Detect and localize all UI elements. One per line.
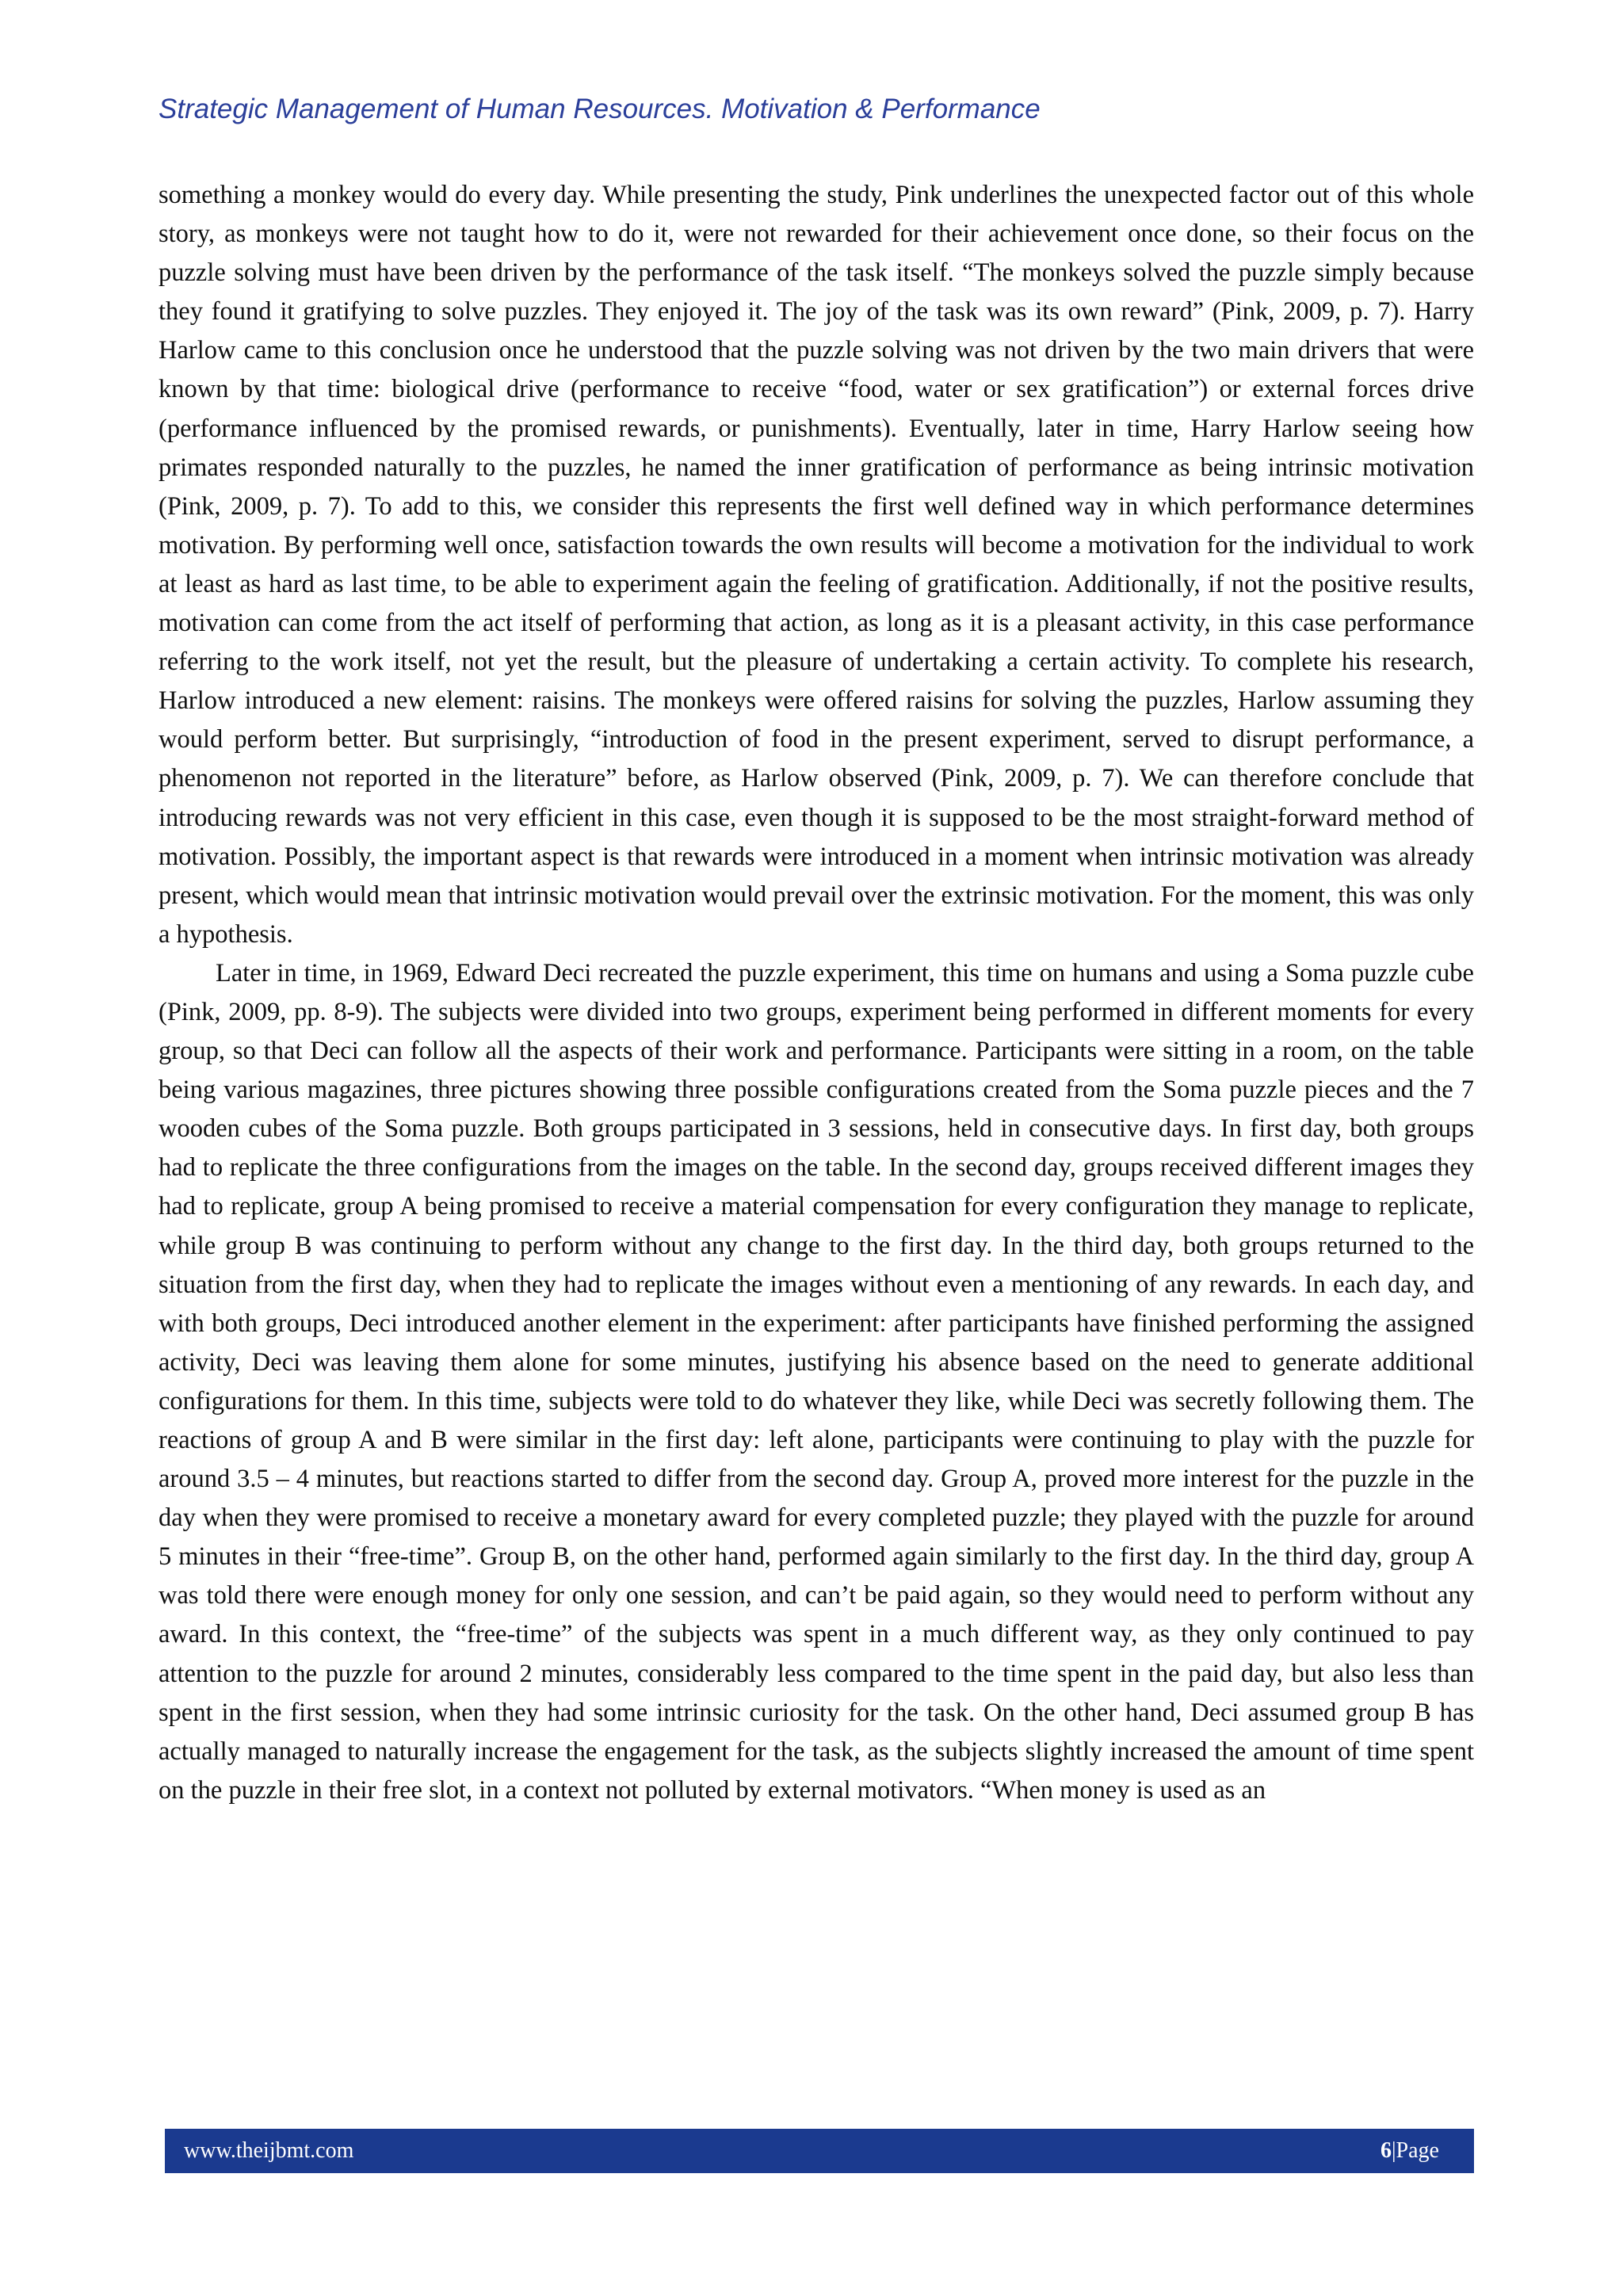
body-paragraph-1: something a monkey would do every day. While presenting the study, Pink underlines the unexpected factor out of this whole story, as monkeys were not taught how to do it, were not rewarded for their achievement once done, so their focus on the puzzle solving must have been driven by the performance of the task itself. “The monkeys solved the puzzle simply because they found it gratifying to solve puzzles. They enjoyed it. The joy of the task was its own reward” (Pink, 2009, p. 7). Harry Harlow came to this conclusion once he understood that the puzzle solving was not driven by the two main drivers that were known by that time: biological drive (performance to receive “food, water or sex gratification”) or external forces drive (performance influenced by the promised rewards, or punishments). Eventually, later in time, Harry Harlow seeing how primates responded naturally to the puzzles, he named the inner gratification of performance as being intrinsic motivation (Pink, 2009, p. 7). To add to this, we consider this represents the first well defined way in which performance determines motivation. By performing well once, satisfaction towards the own results will become a motivation for the individual to work at least as hard as last time, to be able to experiment again the feeling of gratification. Additionally, if not the positive results, motivation can come from the act itself of performing that action, as long as it is a pleasant activity, in this case performance referring to the work itself, not yet the result, but the pleasure of undertaking a certain activity. To complete his research, Harlow introduced a new element: raisins. The monkeys were offered raisins for solving the puzzles, Harlow assuming they would perform better. But surprisingly, “introduction of food in the present experiment, served to disrupt performance, a phenomenon not reported in the literature” before, as Harlow observed (Pink, 2009, p. 7). We can therefore conclude that introducing rewards was not very efficient in this case, even though it is supposed to be the most straight-forward method of motivation. Possibly, the important aspect is that rewards were introduced in a moment when intrinsic motivation was already present, which would mean that intrinsic motivation would prevail over the extrinsic motivation. For the moment, this was only a hypothesis.: [158, 181, 1474, 949]
page-footer: [165, 2129, 1474, 2173]
footer-page-indicator: [1381, 2138, 1439, 2164]
footer-page-label: |Page: [1391, 2138, 1439, 2163]
article-body: [158, 176, 1474, 1810]
body-paragraph-2: Later in time, in 1969, Edward Deci recreated the puzzle experiment, this time on humans and using a Soma puzzle cube (Pink, 2009, pp. 8-9). The subjects were divided into two groups, experiment being performed in different moments for every group, so that Deci can follow all the aspects of their work and performance. Participants were sitting in a room, on the table being various magazines, three pictures showing three possible configurations created from the Soma puzzle pieces and the 7 wooden cubes of the Soma puzzle. Both groups participated in 3 sessions, held in consecutive days. In first day, both groups had to replicate the three configurations from the images on the table. In the second day, groups received different images they had to replicate, group A being promised to receive a material compensation for every configuration they manage to replicate, while group B was continuing to perform without any change to the first day. In the third day, both groups returned to the situation from the first day, when they had to replicate the images without even a mentioning of any rewards. In each day, and with both groups, Deci introduced another element in the experiment: after participants have finished performing the assigned activity, Deci was leaving them alone for some minutes, justifying his absence based on the need to generate additional configurations for them. In this time, subjects were told to do whatever they like, while Deci was secretly following them. The reactions of group A and B were similar in the first day: left alone, participants were continuing to play with the puzzle for around 3.5 – 4 minutes, but reactions started to differ from the second day. Group A, proved more interest for the puzzle in the day when they were promised to receive a monetary award for every completed puzzle; they played with the puzzle for around 5 minutes in their “free-time”. Group B, on the other hand, performed again similarly to the first day. In the third day, group A was told there were enough money for only one session, and can’t be paid again, so they would need to perform without any award. In this context, the “free-time” of the subjects was spent in a much different way, as they only continued to pay attention to the puzzle for around 2 minutes, considerably less compared to the time spent in the paid day, but also less than spent in the first session, when they had some intrinsic curiosity for the task. On the other hand, Deci assumed group B has actually managed to naturally increase the engagement for the task, as the subjects slightly increased the amount of time spent on the puzzle in their free slot, in a context not polluted by external motivators. “When money is used as an: [158, 958, 1474, 1805]
footer-page-number: 6: [1380, 2138, 1392, 2163]
footer-website-link[interactable]: www.theijbmt.com: [184, 2138, 354, 2163]
running-header-title: Strategic Management of Human Resources. Motivation & Performance: [158, 94, 1041, 124]
